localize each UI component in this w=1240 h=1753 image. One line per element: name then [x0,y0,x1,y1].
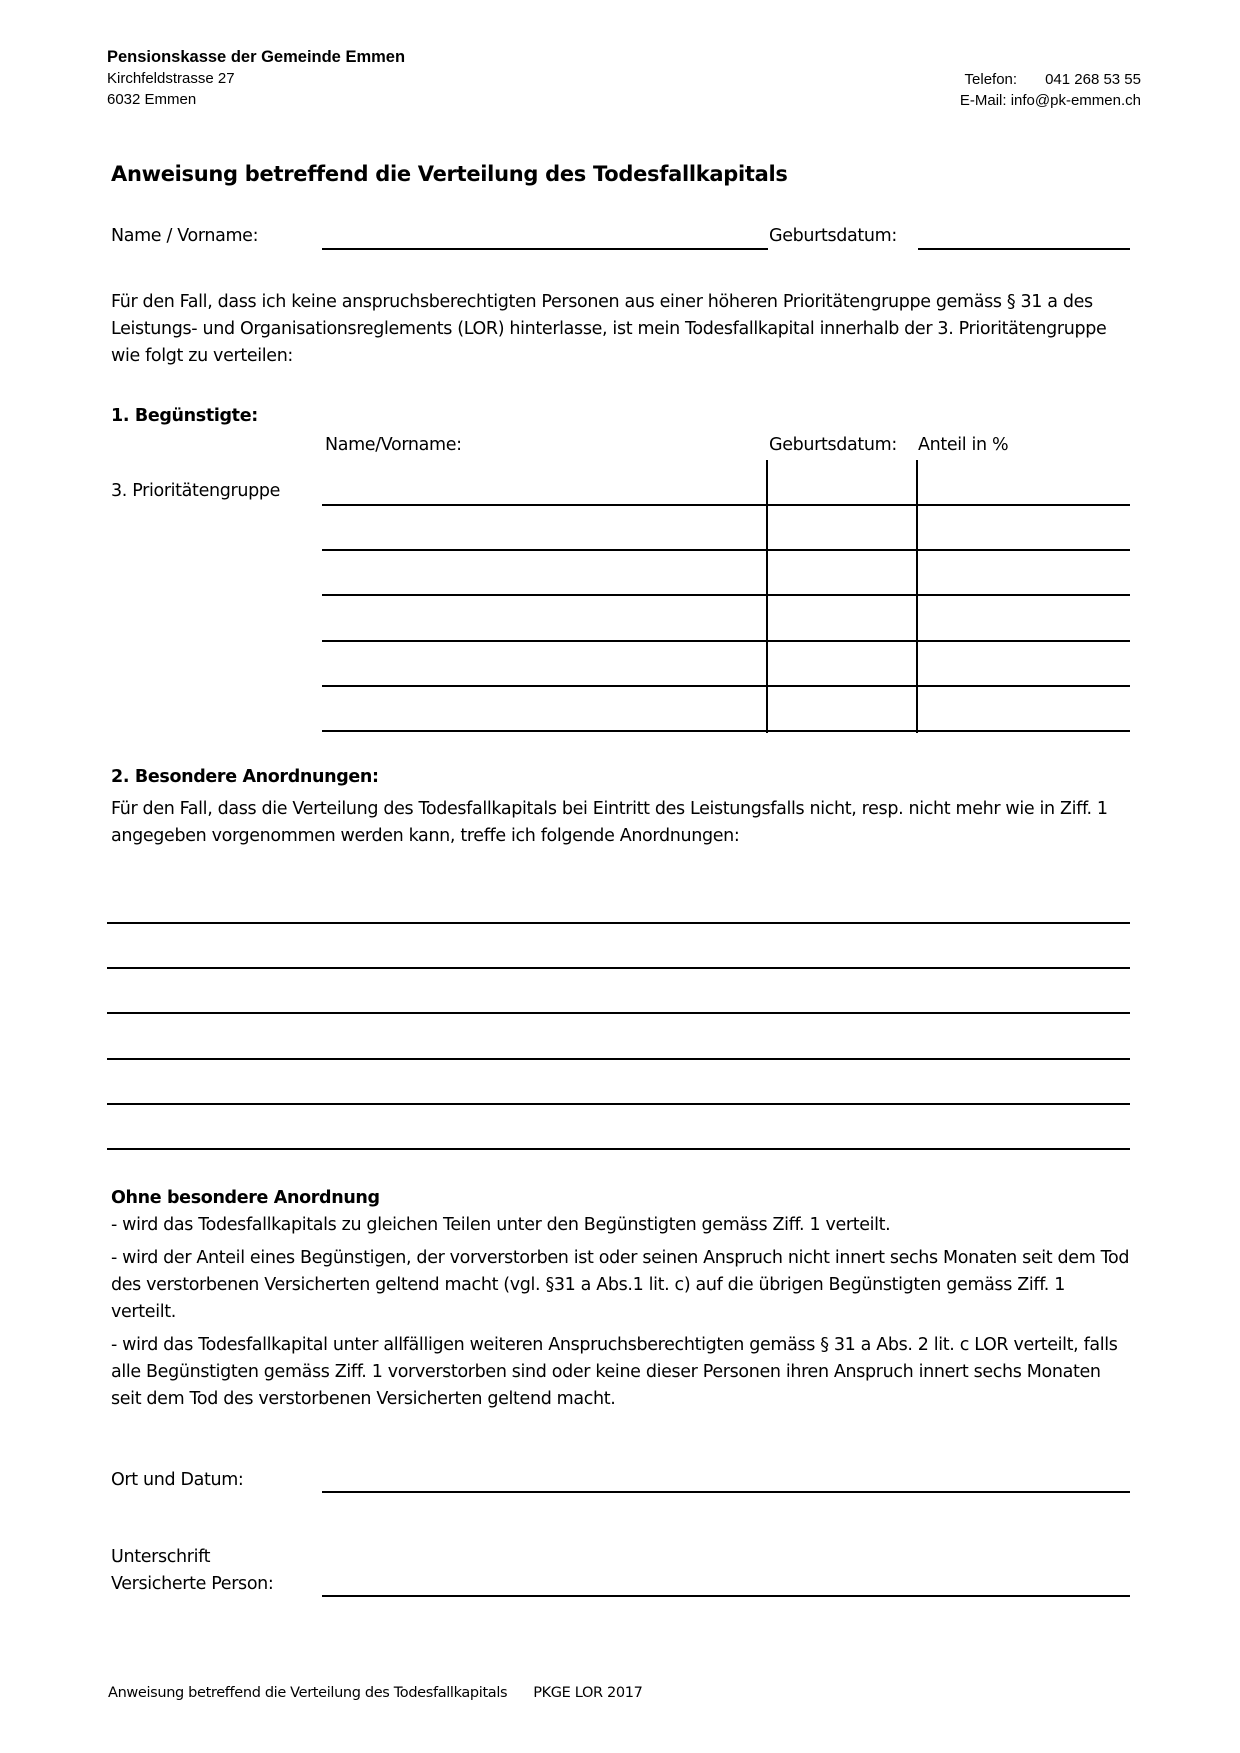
row-line [322,594,1130,596]
beneficiary-name-input[interactable] [326,610,766,642]
footer-doc-code: PKGE LOR 2017 [533,1685,643,1701]
beneficiary-share-input[interactable] [922,519,1130,551]
section-special-instructions-heading: 2. Besondere Anordnungen: [111,767,379,787]
beneficiary-birthdate-input[interactable] [772,610,916,642]
default-rule-item: - wird der Anteil eines Begünstigen, der vorverstorben ist oder seinen Anspruch nicht innert sechs Monaten seit dem Tod des verstorbenen Versicherten geltend macht (vgl. §31 a Abs.1 lit. c) auf die übrigen Begünstigten gemäss Ziff. 1 verteilt. [111,1248,1130,1322]
signature-label-line1: Unterschrift [111,1547,211,1567]
default-rule-item: - wird das Todesfallkapitals zu gleichen Teilen unter den Begünstigten gemäss Ziff. 1 verteilt. [111,1215,891,1235]
special-instructions-text: Für den Fall, dass die Verteilung des Todesfallkapitals bei Eintritt des Leistungsfalls nicht, resp. nicht mehr wie in Ziff. 1 angegeben vorgenommen werden kann, treffe ich folgende Anordnungen: [111,799,1108,846]
instruction-underline [107,967,1130,969]
column-divider-1 [766,460,768,733]
beneficiary-birthdate-input[interactable] [772,474,916,506]
row-line [322,730,1130,732]
beneficiary-name-input[interactable] [326,474,766,506]
beneficiary-name-input[interactable] [326,700,766,732]
birthdate-label: Geburtsdatum: [769,226,897,246]
special-instruction-line-input[interactable] [107,892,1134,924]
instruction-underline [107,1012,1130,1014]
sender-address [107,47,405,110]
intro-paragraph: Für den Fall, dass ich keine anspruchsberechtigten Personen aus einer höheren Prioritätengruppe gemäss § 31 a des Leistungs- und Organisationsreglements (LOR) hinterlasse, ist mein Todesfallkapital innerhalb der 3. Prioritätengruppe wie folgt zu verteilen: [111,292,1107,366]
beneficiary-birthdate-input[interactable] [772,700,916,732]
column-divider-2 [916,460,918,733]
default-rules-heading: Ohne besondere Anordnung [111,1188,380,1208]
name-label: Name / Vorname: [111,226,259,246]
column-header-birthdate: Geburtsdatum: [769,435,897,455]
phone-row [960,69,1141,90]
place-date-underline [322,1491,1130,1493]
row-line [322,685,1130,687]
signature-label [111,1544,273,1598]
column-header-share: Anteil in % [918,435,1009,455]
page-title: Anweisung betreffend die Verteilung des Todesfallkapitals [111,162,788,186]
special-instruction-line-input[interactable] [107,982,1134,1014]
name-input[interactable] [322,218,772,250]
instruction-underline [107,1148,1130,1150]
beneficiary-share-input[interactable] [922,474,1130,506]
email: E-Mail: info@pk-emmen.ch [959,92,1141,109]
default-rules-list [111,1212,1131,1419]
org-street: Kirchfeldstrasse 27 [107,70,235,87]
beneficiary-birthdate-input[interactable] [772,655,916,687]
row-line [322,640,1130,642]
signature-underline [322,1595,1130,1597]
signature-label-line2: Versicherte Person: [111,1574,274,1594]
default-rule-item: - wird das Todesfallkapital unter allfälligen weiteren Anspruchsberechtigten gemäss § 31 a Abs. 2 lit. c LOR verteilt, falls alle Begünstigten gemäss Ziff. 1 vorverstorben sind oder keine dieser Personen ihren Anspruch innert sechs Monaten seit dem Tod des verstorbenen Versicherten geltend macht. [111,1335,1118,1409]
special-instruction-line-input[interactable] [107,1073,1134,1105]
org-city: 6032 Emmen [107,91,197,108]
beneficiary-birthdate-input[interactable] [772,519,916,551]
org-name: Pensionskasse der Gemeinde Emmen [107,48,406,66]
footer-doc-title: Anweisung betreffend die Verteilung des Todesfallkapitals [108,1685,508,1701]
phone-label: Telefon: [964,71,1018,88]
instruction-underline [107,1058,1130,1060]
instruction-underline [107,1103,1130,1105]
beneficiary-name-input[interactable] [326,655,766,687]
row-line [322,504,1130,506]
page-footer [108,1685,643,1701]
birthdate-underline [918,248,1130,250]
special-instruction-line-input[interactable] [107,1028,1134,1060]
priority-group-label: 3. Prioritätengruppe [111,481,281,501]
special-instruction-line-input[interactable] [107,937,1134,969]
signature-input[interactable] [322,1565,1134,1597]
beneficiary-birthdate-input[interactable] [772,564,916,596]
beneficiary-share-input[interactable] [922,610,1130,642]
beneficiary-share-input[interactable] [922,564,1130,596]
beneficiary-share-input[interactable] [922,655,1130,687]
beneficiary-share-input[interactable] [922,700,1130,732]
phone-value: 041 268 53 55 [1045,71,1141,88]
instruction-underline [107,922,1130,924]
column-header-name: Name/Vorname: [325,435,462,455]
beneficiary-name-input[interactable] [326,564,766,596]
name-underline [322,248,768,250]
special-instruction-line-input[interactable] [107,1118,1134,1150]
beneficiary-name-input[interactable] [326,519,766,551]
place-date-label: Ort und Datum: [111,1470,244,1490]
section-beneficiaries-heading: 1. Begünstigte: [111,406,258,426]
place-date-input[interactable] [322,1461,1134,1493]
birthdate-input[interactable] [918,218,1134,250]
row-line [322,549,1130,551]
contact-info [960,69,1141,111]
